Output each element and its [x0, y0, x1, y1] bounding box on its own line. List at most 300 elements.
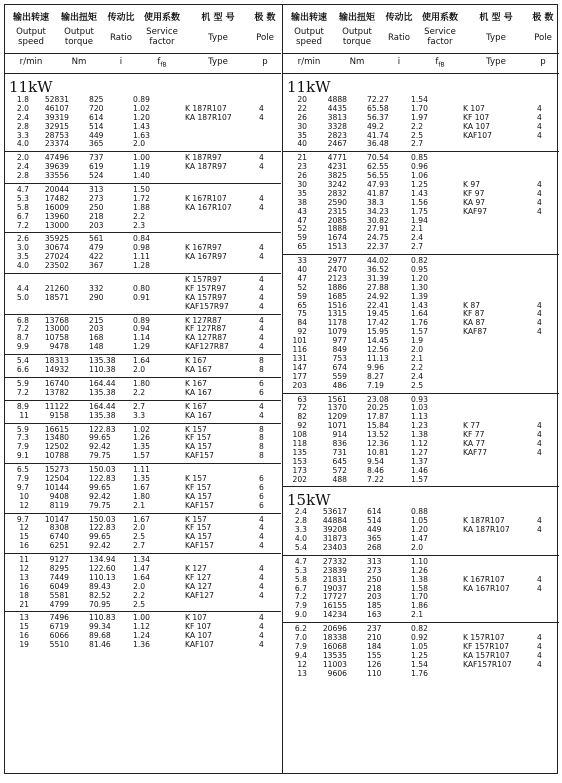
pole-cell: 6 [259, 500, 264, 510]
output-torque-cell: 836 [332, 438, 347, 448]
ratio-cell: 290 [89, 292, 104, 302]
type-cell: KA 157R97 [185, 292, 227, 302]
service-factor-cell: 1.25 [411, 180, 428, 190]
pole-cell: 4 [259, 153, 264, 163]
service-factor-cell: 2.3 [133, 220, 146, 230]
pole-cell: 4 [537, 309, 542, 319]
output-speed-cell: 30 [297, 121, 307, 131]
ratio-cell: 27.88 [367, 282, 389, 292]
output-torque-cell: 6740 [49, 532, 69, 542]
service-factor-cell: 2.2 [411, 121, 424, 131]
service-factor-cell: 1.57 [133, 451, 150, 461]
ratio-cell: 203 [89, 220, 104, 230]
service-factor-cell: 1.02 [133, 424, 150, 434]
ratio-cell: 218 [89, 211, 104, 221]
ratio-cell: 99.65 [89, 433, 111, 443]
service-factor-cell: 2.0 [133, 365, 146, 375]
output-speed-cell: 7.3 [16, 433, 29, 443]
service-factor-cell: 1.75 [411, 206, 428, 216]
type-cell: KA 187R107 [463, 525, 510, 535]
pole-cell: 4 [537, 525, 542, 535]
service-factor-cell: 1.00 [133, 153, 150, 163]
type-cell: KA 157 [185, 491, 212, 501]
service-factor-cell: 1.70 [411, 103, 428, 113]
service-factor-cell: 1.64 [133, 572, 150, 582]
output-speed-cell: 118 [292, 438, 307, 448]
output-speed-cell: 135 [292, 447, 307, 457]
service-factor-cell: 1.12 [411, 438, 428, 448]
output-speed-cell: 147 [292, 362, 307, 372]
output-speed-cell: 5.0 [16, 292, 29, 302]
output-torque-cell: 35925 [44, 234, 69, 244]
output-torque-cell: 2467 [327, 139, 347, 149]
type-cell: KA 77 [463, 438, 486, 448]
service-factor-cell: 1.25 [411, 650, 428, 660]
pole-cell: 6 [259, 473, 264, 483]
output-torque-cell: 9606 [327, 668, 347, 678]
output-speed-cell: 3.0 [16, 243, 29, 253]
output-torque-cell: 4888 [327, 95, 347, 104]
type-cell: K 107 [185, 613, 207, 623]
section-title: 11kW [287, 78, 331, 96]
output-speed-cell: 2.4 [294, 507, 307, 517]
output-torque-cell: 753 [332, 353, 347, 363]
output-torque-cell: 44884 [322, 516, 347, 526]
pole-cell: 8 [259, 442, 264, 452]
output-torque-cell: 13000 [44, 220, 69, 230]
output-speed-cell: 6.8 [16, 315, 29, 325]
output-speed-cell: 18 [19, 590, 29, 600]
ratio-cell: 135.38 [89, 387, 116, 397]
output-torque-cell: 572 [332, 465, 347, 475]
output-torque-cell: 23839 [322, 565, 347, 575]
table-row [283, 544, 559, 553]
output-speed-cell: 12 [19, 500, 29, 510]
ratio-cell: 185 [367, 601, 382, 611]
service-factor-cell: 1.10 [411, 556, 428, 566]
output-torque-cell: 39319 [44, 112, 69, 122]
type-group [5, 514, 281, 555]
service-factor-cell: 2.4 [411, 233, 424, 243]
section-blocks [5, 94, 281, 652]
ratio-cell: 24.75 [367, 233, 389, 243]
output-speed-cell: 131 [292, 353, 307, 363]
output-speed-cell: 2.4 [16, 162, 29, 172]
pole-cell: 4 [259, 243, 264, 253]
service-factor-cell: 1.54 [411, 659, 428, 669]
output-torque-cell: 13782 [44, 387, 69, 397]
output-speed-cell: 52 [297, 282, 307, 292]
service-factor-cell: 1.26 [411, 565, 428, 575]
pole-cell: 4 [259, 333, 264, 343]
service-factor-cell: 1.97 [411, 112, 428, 122]
output-torque-cell: 13768 [44, 315, 69, 325]
service-factor-cell: 2.2 [133, 590, 146, 600]
type-cell: KA 127 [185, 581, 212, 591]
output-speed-cell: 3.3 [16, 130, 29, 140]
header-speed: 输出转速 Output speed r/min [290, 13, 327, 67]
service-factor-cell: 1.05 [411, 641, 428, 651]
pole-cell: 4 [259, 193, 264, 203]
output-torque-cell: 914 [332, 430, 347, 440]
ratio-cell: 215 [89, 315, 104, 325]
service-factor-cell: 1.35 [133, 473, 150, 483]
ratio-cell: 8.27 [367, 371, 384, 381]
type-group [5, 378, 281, 401]
output-torque-cell: 486 [332, 380, 347, 390]
output-torque-cell: 7496 [49, 613, 69, 623]
service-factor-cell: 0.95 [411, 265, 428, 275]
output-speed-cell: 35 [297, 130, 307, 140]
service-factor-cell: 1.88 [133, 202, 150, 212]
output-torque-cell: 13000 [44, 324, 69, 334]
service-factor-cell: 1.54 [411, 95, 428, 104]
ratio-cell: 203 [367, 592, 382, 602]
service-factor-cell: 2.2 [133, 211, 146, 221]
service-factor-cell: 1.86 [411, 601, 428, 611]
pole-cell: 4 [259, 590, 264, 600]
ratio-cell: 218 [367, 583, 382, 593]
type-cell: KAF157 [185, 541, 214, 551]
table-row [283, 382, 559, 391]
type-cell: KA 157 [185, 532, 212, 542]
pole-cell: 4 [537, 206, 542, 216]
table-row [5, 452, 281, 461]
type-cell: KF 77 [463, 430, 485, 440]
pole-cell: 6 [259, 387, 264, 397]
ratio-cell: 479 [89, 243, 104, 253]
ratio-cell: 99.34 [89, 622, 111, 632]
output-speed-cell: 4.4 [16, 283, 29, 293]
service-factor-cell: 2.1 [411, 353, 424, 363]
pole-cell: 4 [537, 659, 542, 669]
output-speed-cell: 12 [19, 563, 29, 573]
service-factor-cell: 0.82 [411, 256, 428, 266]
output-torque-cell: 645 [332, 456, 347, 466]
pole-cell: 4 [537, 632, 542, 642]
type-cell: KF 157R97 [185, 283, 227, 293]
output-speed-cell: 65 [297, 300, 307, 310]
pole-cell: 6 [259, 378, 264, 388]
ratio-cell: 122.83 [89, 473, 116, 483]
ratio-cell: 164.44 [89, 378, 116, 388]
output-torque-cell: 2315 [327, 206, 347, 216]
type-cell: K 167R107 [185, 193, 227, 203]
output-speed-cell: 59 [297, 233, 307, 243]
ratio-cell: 31.39 [367, 273, 389, 283]
ratio-cell: 62.55 [367, 162, 389, 172]
output-speed-cell: 9.1 [16, 451, 29, 461]
type-cell: KF 127 [185, 572, 212, 582]
ratio-cell: 23.08 [367, 394, 389, 404]
type-cell: KAF127R87 [185, 342, 229, 352]
pole-cell: 4 [259, 112, 264, 122]
table-row [5, 641, 281, 650]
output-speed-cell: 202 [292, 474, 307, 484]
output-speed-cell: 7.9 [294, 601, 307, 611]
output-torque-cell: 1079 [327, 327, 347, 337]
service-factor-cell: 1.67 [133, 482, 150, 492]
ratio-cell: 122.83 [89, 424, 116, 434]
output-torque-cell: 559 [332, 371, 347, 381]
ratio-cell: 70.54 [367, 153, 389, 163]
table-row [5, 542, 281, 551]
ratio-cell: 13.52 [367, 430, 389, 440]
ratio-cell: 92.42 [89, 541, 111, 551]
output-speed-cell: 26 [297, 112, 307, 122]
type-cell: KA 167 [185, 365, 212, 375]
pole-cell: 4 [259, 252, 264, 262]
type-cell: KA 167R107 [463, 583, 510, 593]
service-factor-cell: 2.4 [411, 371, 424, 381]
output-speed-cell: 20 [297, 95, 307, 104]
output-speed-cell: 203 [292, 380, 307, 390]
output-torque-cell: 2823 [327, 130, 347, 140]
ratio-cell: 27.91 [367, 224, 389, 234]
service-factor-cell: 1.20 [411, 525, 428, 535]
section-blocks [283, 94, 559, 486]
output-torque-cell: 16068 [322, 641, 347, 651]
type-cell: KAF77 [463, 447, 488, 457]
service-factor-cell: 2.0 [133, 139, 146, 149]
output-torque-cell: 2470 [327, 265, 347, 275]
ratio-cell: 825 [89, 95, 104, 104]
ratio-cell: 44.02 [367, 256, 389, 266]
output-torque-cell: 21831 [322, 574, 347, 584]
pole-cell: 4 [259, 410, 264, 420]
output-torque-cell: 849 [332, 345, 347, 355]
output-speed-cell: 7.9 [16, 442, 29, 452]
output-torque-cell: 39639 [44, 162, 69, 172]
service-factor-cell: 1.02 [133, 103, 150, 113]
ratio-cell: 122.83 [89, 523, 116, 533]
type-cell: K 157 [185, 514, 207, 524]
service-factor-cell: 2.7 [133, 401, 146, 411]
service-factor-cell: 1.23 [411, 421, 428, 431]
pole-cell: 4 [259, 103, 264, 113]
header-sf-unit: $f_{fB}$ [157, 57, 167, 69]
ratio-cell: 56.55 [367, 171, 389, 181]
output-speed-cell: 6.6 [16, 365, 29, 375]
output-speed-cell: 7.2 [16, 220, 29, 230]
table-column-left [5, 5, 281, 773]
ratio-cell: 34.23 [367, 206, 389, 216]
ratio-cell: 15.95 [367, 327, 389, 337]
pole-cell: 4 [259, 342, 264, 352]
output-speed-cell: 26 [297, 171, 307, 181]
service-factor-cell: 1.00 [133, 613, 150, 623]
ratio-cell: 15.84 [367, 421, 389, 431]
output-speed-cell: 6.7 [294, 583, 307, 593]
type-cell: K 107 [463, 103, 485, 113]
output-torque-cell: 2123 [327, 273, 347, 283]
pole-cell: 6 [259, 482, 264, 492]
ratio-cell: 365 [89, 139, 104, 149]
output-torque-cell: 17482 [44, 193, 69, 203]
ratio-cell: 365 [367, 534, 382, 544]
type-cell: K 127R87 [185, 315, 222, 325]
table-row [5, 412, 281, 421]
output-speed-cell: 2.0 [16, 103, 29, 113]
service-factor-cell: 1.11 [133, 252, 150, 262]
output-torque-cell: 21260 [44, 283, 69, 293]
output-torque-cell: 1315 [327, 309, 347, 319]
output-torque-cell: 10147 [44, 514, 69, 524]
output-torque-cell: 5581 [49, 590, 69, 600]
type-cell: KAF87 [463, 327, 488, 337]
output-speed-cell: 5.8 [16, 202, 29, 212]
type-group [5, 401, 281, 424]
output-speed-cell: 3.5 [16, 252, 29, 262]
output-torque-cell: 16155 [322, 601, 347, 611]
output-torque-cell: 17727 [322, 592, 347, 602]
service-factor-cell: 2.5 [133, 599, 146, 609]
service-factor-cell: 0.89 [133, 95, 150, 104]
output-speed-cell: 43 [297, 206, 307, 216]
table-row [5, 222, 281, 231]
output-torque-cell: 8295 [49, 563, 69, 573]
ratio-cell: 65.58 [367, 103, 389, 113]
pole-cell: 4 [259, 523, 264, 533]
output-torque-cell: 30674 [44, 243, 69, 253]
type-cell: KF 157 [185, 433, 212, 443]
pole-cell: 4 [537, 430, 542, 440]
ratio-cell: 332 [89, 283, 104, 293]
ratio-cell: 150.03 [89, 465, 116, 475]
type-cell: KAF127 [185, 590, 214, 600]
ratio-cell: 737 [89, 153, 104, 163]
output-torque-cell: 20044 [44, 185, 69, 195]
type-cell: KA 167 [185, 387, 212, 397]
output-speed-cell: 9.0 [294, 610, 307, 620]
type-cell: KF 157 [185, 523, 212, 533]
ratio-cell: 19.45 [367, 309, 389, 319]
output-speed-cell: 35 [297, 188, 307, 198]
service-factor-cell: 1.36 [133, 640, 150, 650]
service-factor-cell: 1.30 [411, 282, 428, 292]
type-cell: KAF157 [185, 451, 214, 461]
output-torque-cell: 2590 [327, 197, 347, 207]
service-factor-cell: 1.50 [133, 185, 150, 195]
table-header [283, 5, 559, 74]
output-speed-cell: 47 [297, 215, 307, 225]
output-speed-cell: 65 [297, 242, 307, 252]
output-speed-cell: 1.8 [16, 95, 29, 104]
output-torque-cell: 1178 [327, 318, 347, 328]
output-speed-cell: 153 [292, 456, 307, 466]
ratio-cell: 250 [367, 574, 382, 584]
service-factor-cell: 2.1 [411, 610, 424, 620]
output-speed-cell: 8.9 [16, 401, 29, 411]
ratio-cell: 126 [367, 659, 382, 669]
output-speed-cell: 7.0 [294, 632, 307, 642]
service-factor-cell: 1.64 [133, 356, 150, 366]
output-speed-cell: 21 [19, 599, 29, 609]
ratio-cell: 9.54 [367, 456, 384, 466]
table-row [5, 172, 281, 181]
ratio-cell: 614 [367, 507, 382, 517]
type-cell: K 187R97 [185, 153, 222, 163]
ratio-cell: 89.68 [89, 631, 111, 641]
table-row [283, 476, 559, 485]
output-torque-cell: 9408 [49, 491, 69, 501]
output-speed-cell: 101 [292, 336, 307, 346]
output-torque-cell: 4231 [327, 162, 347, 172]
service-factor-cell: 0.88 [411, 507, 428, 517]
ratio-cell: 237 [367, 624, 382, 634]
table-row [283, 140, 559, 149]
output-torque-cell: 2085 [327, 215, 347, 225]
output-torque-cell: 27332 [322, 556, 347, 566]
pole-cell: 4 [259, 514, 264, 524]
service-factor-cell: 1.39 [411, 291, 428, 301]
type-cell: K 157 [185, 473, 207, 483]
output-speed-cell: 6.5 [16, 465, 29, 475]
type-group [283, 556, 559, 623]
output-torque-cell: 9158 [49, 410, 69, 420]
ratio-cell: 70.95 [89, 599, 111, 609]
type-group [5, 152, 281, 184]
ratio-cell: 135.38 [89, 410, 116, 420]
service-factor-cell: 0.93 [411, 394, 428, 404]
pole-cell: 4 [537, 641, 542, 651]
type-group [5, 612, 281, 652]
output-speed-cell: 2.8 [294, 516, 307, 526]
section-blocks [283, 506, 559, 680]
service-factor-cell: 0.85 [411, 153, 428, 163]
service-factor-cell: 0.98 [133, 243, 150, 253]
table-row [5, 294, 281, 303]
service-factor-cell: 2.2 [133, 387, 146, 397]
pole-cell: 4 [259, 640, 264, 650]
ratio-cell: 148 [89, 342, 104, 352]
type-cell: K 187R107 [185, 103, 227, 113]
output-speed-cell: 4.0 [16, 261, 29, 271]
output-speed-cell: 72 [297, 403, 307, 413]
output-torque-cell: 1685 [327, 291, 347, 301]
output-speed-cell: 4.0 [16, 139, 29, 149]
service-factor-cell: 1.70 [411, 592, 428, 602]
output-speed-cell: 9.4 [294, 650, 307, 660]
service-factor-cell: 0.92 [411, 632, 428, 642]
output-torque-cell: 16740 [44, 378, 69, 388]
pole-cell: 4 [537, 103, 542, 113]
output-speed-cell: 6.7 [16, 211, 29, 221]
output-speed-cell: 3.3 [294, 525, 307, 535]
output-speed-cell: 8.7 [16, 333, 29, 343]
ratio-cell: 30.82 [367, 215, 389, 225]
output-torque-cell: 13480 [44, 433, 69, 443]
ratio-cell: 11.13 [367, 353, 389, 363]
ratio-cell: 168 [89, 333, 104, 343]
output-torque-cell: 1561 [327, 394, 347, 404]
output-torque-cell: 8119 [49, 500, 69, 510]
output-speed-cell: 5.4 [16, 356, 29, 366]
service-factor-cell: 1.76 [411, 318, 428, 328]
output-torque-cell: 18571 [44, 292, 69, 302]
pole-cell: 4 [259, 631, 264, 641]
output-speed-cell: 38 [297, 197, 307, 207]
pole-cell: 4 [259, 401, 264, 411]
ratio-cell: 313 [367, 556, 382, 566]
ratio-cell: 8.46 [367, 465, 384, 475]
ratio-cell: 99.65 [89, 532, 111, 542]
output-speed-cell: 92 [297, 421, 307, 431]
output-speed-cell: 12 [19, 523, 29, 533]
type-cell: KF 157 [185, 482, 212, 492]
output-speed-cell: 5.9 [16, 424, 29, 434]
ratio-cell: 12.56 [367, 345, 389, 355]
